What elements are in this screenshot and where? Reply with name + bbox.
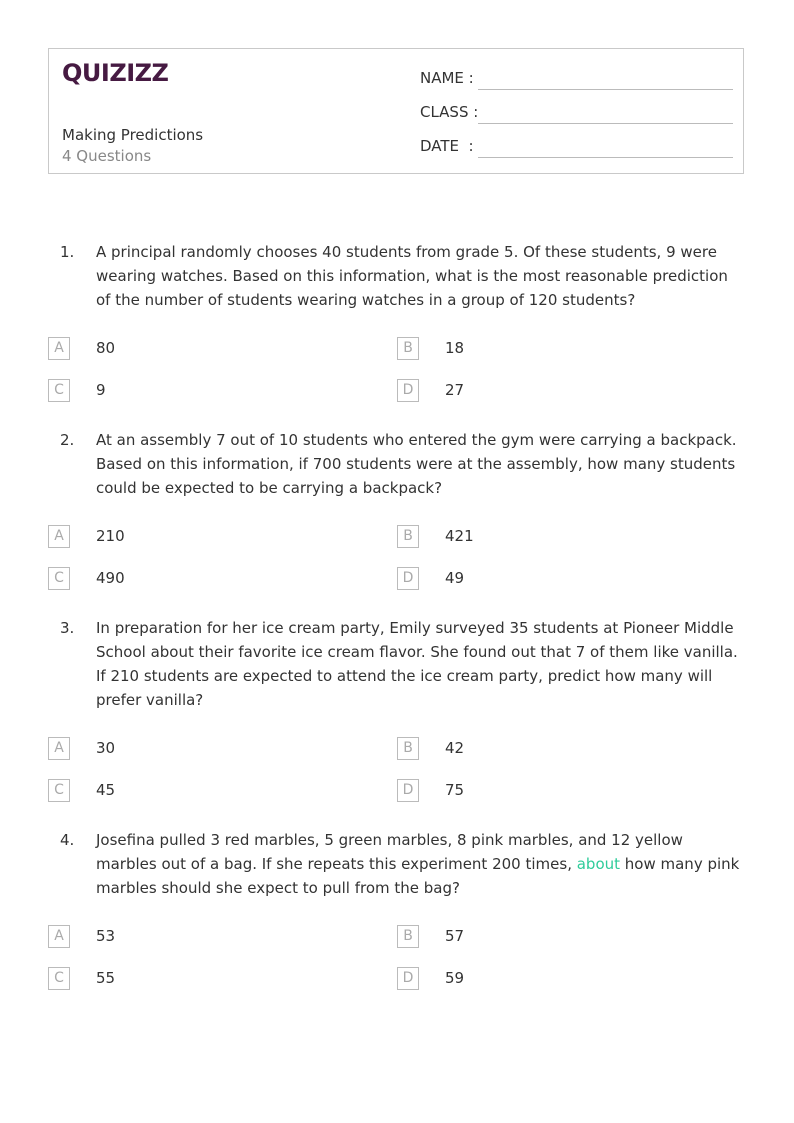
option-value: 57 [445, 927, 465, 945]
name-label: NAME : [420, 69, 474, 87]
option-value: 210 [96, 527, 125, 545]
question-text: At an assembly 7 out of 10 students who entered the gym were carrying a backpack. Based on this information, if 700 students were at the assembly, how many students could be expected to be carrying a backpack? [96, 431, 737, 497]
question-text: In preparation for her ice cream party, Emily surveyed 35 students at Pioneer Middle School about their favorite ice cream flavor. She found out that 7 of them like vanilla. If 210 students are expected to attend the ice cream party, predict how many will prefer vanilla? [96, 619, 738, 709]
option-value: 421 [445, 527, 474, 545]
option-value: 75 [445, 781, 465, 799]
highlighted-word: about [576, 855, 621, 873]
date-label: DATE : [420, 137, 474, 155]
option-value: 59 [445, 969, 465, 987]
option-value: 49 [445, 569, 465, 587]
question-number: 3. [60, 619, 75, 637]
question-number: 4. [60, 831, 75, 849]
question-count: 4 Questions [62, 147, 152, 165]
option-letter-box: A [48, 337, 70, 360]
question-text: A principal randomly chooses 40 students from grade 5. Of these students, 9 were wearing watches. Based on this information, what is the most reasonable prediction of the number of students wearing watches in a group of 120 students? [96, 243, 728, 309]
option-letter-box: B [397, 525, 419, 548]
option-letter-box: A [48, 525, 70, 548]
option-letter-box: C [48, 567, 70, 590]
option-value: 30 [96, 739, 116, 757]
option-value: 27 [445, 381, 465, 399]
date-field[interactable] [478, 157, 733, 158]
quizizz-logo: QUIZIZZ [62, 59, 169, 87]
worksheet-header [48, 48, 744, 174]
option-value: 490 [96, 569, 125, 587]
option-value: 9 [96, 381, 106, 399]
option-letter-box: C [48, 379, 70, 402]
option-letter-box: D [397, 567, 419, 590]
option-value: 80 [96, 339, 116, 357]
class-field[interactable] [478, 123, 733, 124]
question-number: 2. [60, 431, 75, 449]
option-value: 42 [445, 739, 465, 757]
option-letter-box: D [397, 779, 419, 802]
option-letter-box: B [397, 925, 419, 948]
option-value: 53 [96, 927, 116, 945]
option-value: 45 [96, 781, 116, 799]
option-letter-box: C [48, 967, 70, 990]
option-letter-box: B [397, 737, 419, 760]
name-field[interactable] [478, 89, 733, 90]
option-letter-box: B [397, 337, 419, 360]
option-letter-box: D [397, 967, 419, 990]
question-text [96, 828, 742, 900]
class-label: CLASS : [420, 103, 479, 121]
question-text-part: how many pink marbles should she expect to pull from the bag? [96, 855, 740, 897]
option-value: 18 [445, 339, 465, 357]
option-letter-box: D [397, 379, 419, 402]
option-letter-box: A [48, 737, 70, 760]
option-letter-box: C [48, 779, 70, 802]
option-value: 55 [96, 969, 116, 987]
option-letter-box: A [48, 925, 70, 948]
worksheet-title: Making Predictions [62, 126, 204, 144]
question-text-part: Josefina pulled 3 red marbles, 5 green marbles, 8 pink marbles, and 12 yellow marbles out of a bag. If she repeats this experiment 200 times, [96, 831, 683, 873]
question-number: 1. [60, 243, 75, 261]
